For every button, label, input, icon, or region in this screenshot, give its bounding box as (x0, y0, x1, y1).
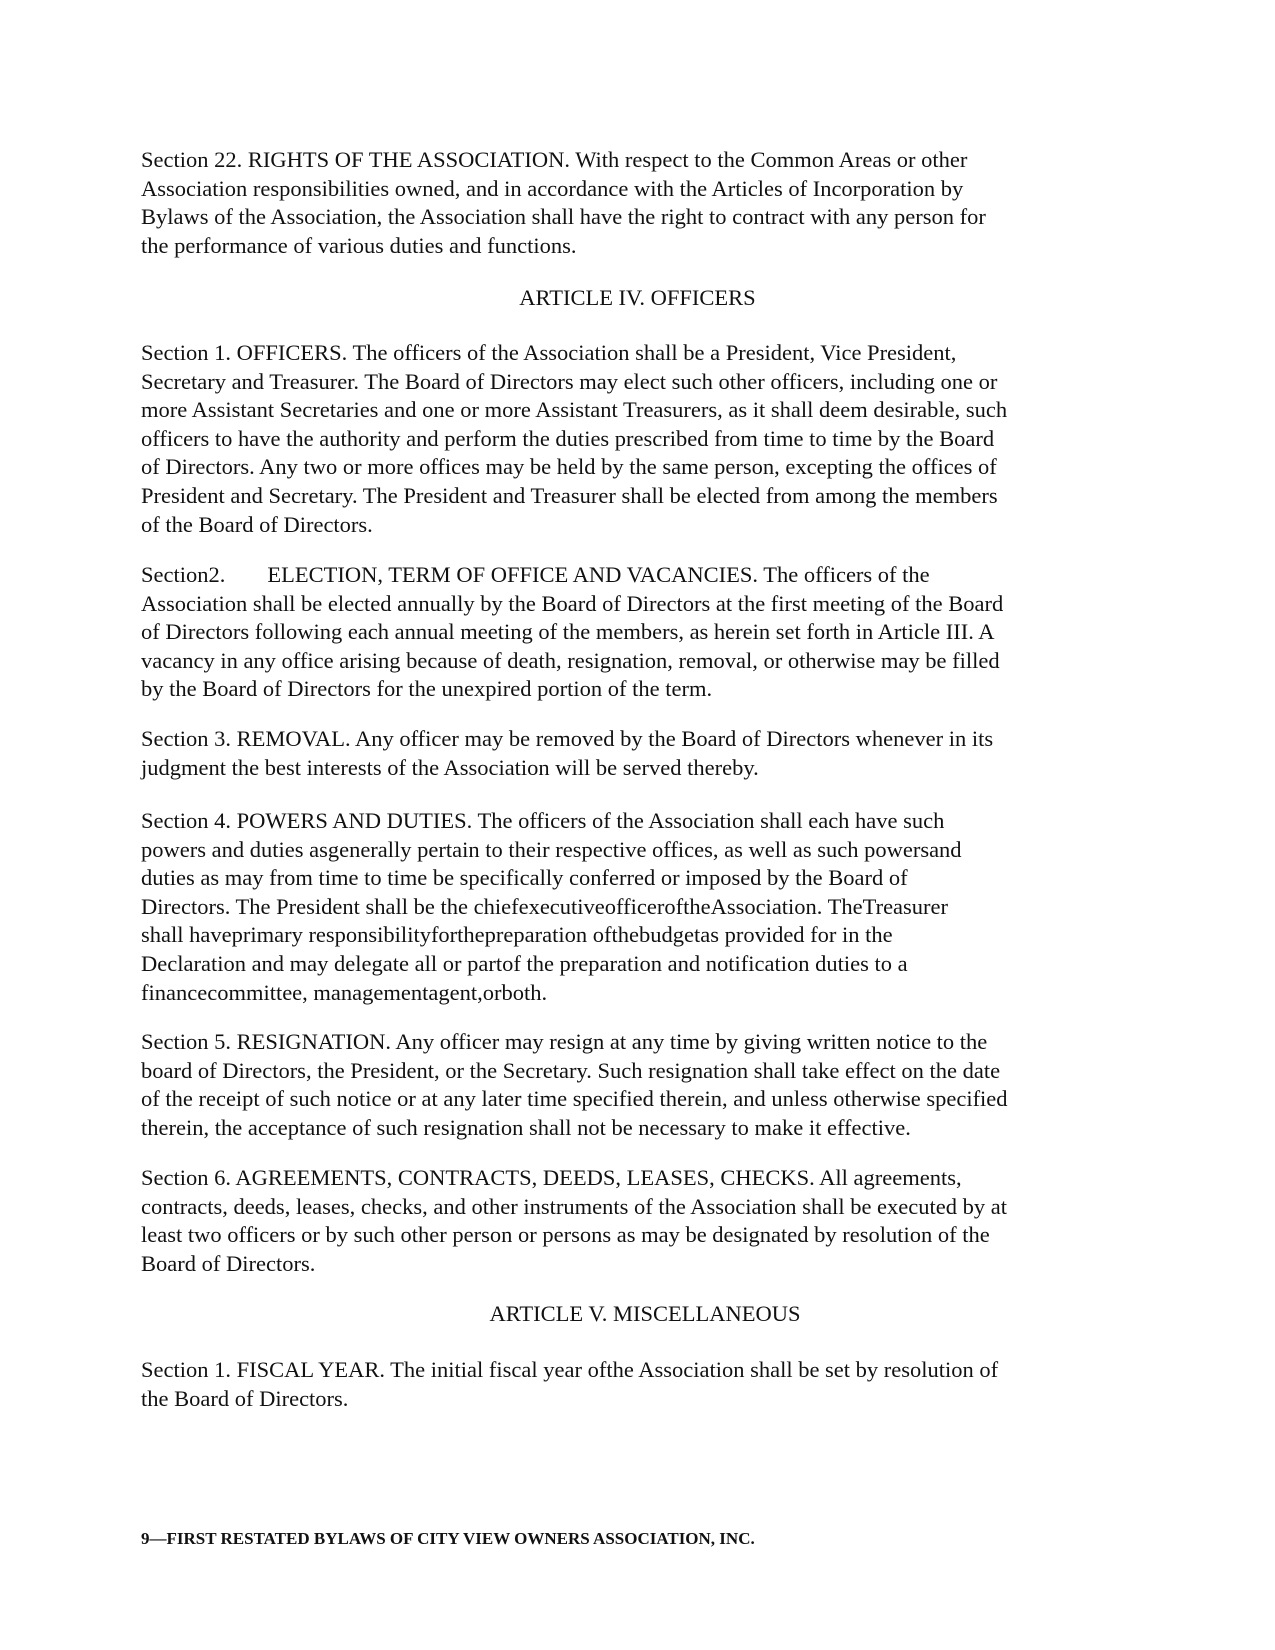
article-iv-section-3-paragraph: Section 3. REMOVAL. Any officer may be removed by the Board of Directors whenever in its judgment the best interests of the Association will be served thereby. (141, 726, 994, 780)
article-iv-section-2-paragraph: Section2. ELECTION, TERM OF OFFICE AND VACANCIES. The officers of the Association shall be elected annually by the Board of Directors at the first meeting of the Board of Directors following each annual meeting of the members, as herein set forth in Article III. A vacancy in any office arising because of death, resignation, removal, or otherwise may be filled by the Board of Directors for the unexpired portion of the term. (141, 562, 1004, 702)
article-v-heading: ARTICLE V. MISCELLANEOUS (489, 1301, 801, 1326)
article-iv-heading: ARTICLE IV. OFFICERS (519, 285, 756, 310)
article-v-section-1-paragraph: Section 1. FISCAL YEAR. The initial fiscal year ofthe Association shall be set by resolution of the Board of Directors. (141, 1357, 999, 1411)
article-iv-section-1-paragraph: Section 1. OFFICERS. The officers of the Association shall be a President, Vice President, Secretary and Treasurer. The Board of Directors may elect such other officers, including one or more Assistant Secretaries and one or more Assistant Treasurers, as it shall deem desirable, such officers to have the authority and perform the duties prescribed from time to time by the Board of Directors. Any two or more offices may be held by the same person, excepting the offices of President and Secretary. The President and Treasurer shall be elected from among the members of the Board of Directors. (141, 340, 1008, 537)
page-footer: 9—FIRST RESTATED BYLAWS OF CITY VIEW OWNERS ASSOCIATION, INC. (141, 1529, 755, 1548)
article-iv-section-5-paragraph: Section 5. RESIGNATION. Any officer may resign at any time by giving written notice to the board of Directors, the President, or the Secretary. Such resignation shall take effect on the date of the receipt of such notice or at any later time specified therein, and unless otherwise specified therein, the acceptance of such resignation shall not be necessary to make it effective. (141, 1029, 1008, 1140)
section-2-label: Section2. (141, 562, 226, 587)
article-iv-section-4-paragraph: Section 4. POWERS AND DUTIES. The officers of the Association shall each have such powers and duties asgenerally pertain to their respective offices, as well as such powersand duties as may from time to time be specifically conferred or imposed by the Board of Directors. The President shall be the chiefexecutiveofficeroftheAssociation. TheTreasurer shall haveprimary responsibilityforthepreparation ofthebudgetas provided for in the Declaration and may delegate all or partof the preparation and notification duties to a financecommittee, managementagent,orboth. (141, 808, 962, 1005)
section-22-paragraph: Section 22. RIGHTS OF THE ASSOCIATION. With respect to the Common Areas or other Association responsibilities owned, and in accordance with the Articles of Incorporation by Bylaws of the Association, the Association shall have the right to contract with any person for the performance of various duties and functions. (141, 147, 986, 258)
section-2-first-line: ELECTION, TERM OF OFFICE AND VACANCIES. The officers of the (267, 562, 930, 587)
article-iv-section-6-paragraph: Section 6. AGREEMENTS, CONTRACTS, DEEDS, LEASES, CHECKS. All agreements, contracts, deeds, leases, checks, and other instruments of the Association shall be executed by at least two officers or by such other person or persons as may be designated by resolution of the Board of Directors. (141, 1165, 1007, 1276)
